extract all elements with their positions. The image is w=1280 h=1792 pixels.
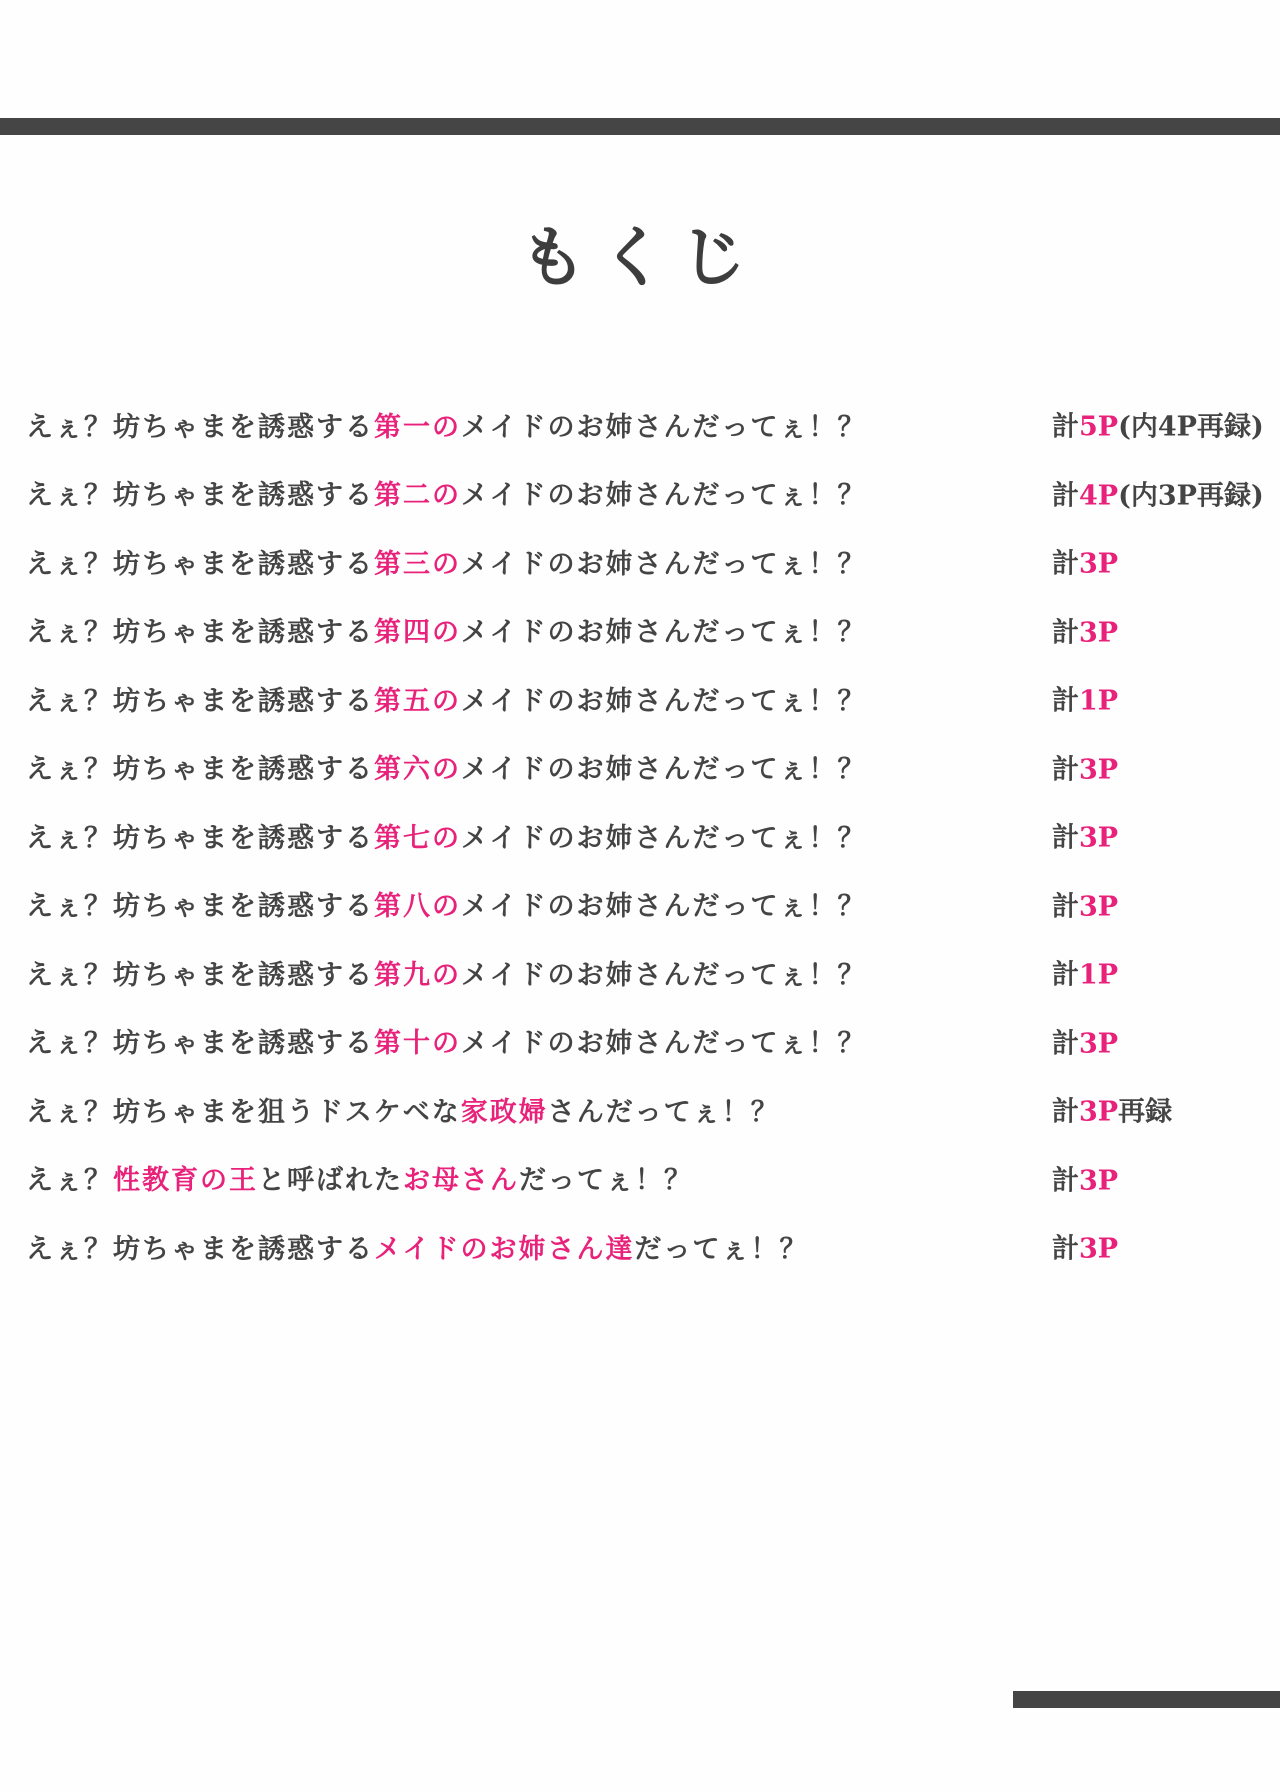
page-count-number: 3P <box>1079 1096 1119 1128</box>
entry-title-pre: えぇ？坊ちゃまを誘惑する <box>26 548 374 580</box>
entry-title <box>26 679 866 718</box>
bottom-divider-bar <box>1013 1691 1280 1708</box>
entry-title <box>26 747 866 786</box>
page-count-number: 3P <box>1079 617 1119 649</box>
entry-title-post: メイドのお姉さんだってぇ！？ <box>461 617 867 649</box>
toc-entry <box>26 1007 1266 1076</box>
toc-entry <box>26 596 1266 665</box>
toc-entry <box>26 1212 1266 1281</box>
toc-entry <box>26 527 1266 596</box>
entry-title-highlight: 第十の <box>374 1028 461 1060</box>
toc-entry <box>26 1144 1266 1213</box>
entry-title <box>26 1158 693 1197</box>
entry-title-post: メイドのお姉さんだってぇ！？ <box>461 685 867 717</box>
entry-title-post: だってぇ！？ <box>634 1233 809 1265</box>
page-count <box>1052 1158 1118 1197</box>
entry-title-pre: えぇ？坊ちゃまを誘惑する <box>26 754 374 786</box>
entry-title-highlight: 第三の <box>374 548 461 580</box>
entry-title <box>26 1090 780 1129</box>
page-count <box>1052 1090 1172 1129</box>
page-count-prefix: 計 <box>1052 548 1079 580</box>
page-count-number: 1P <box>1079 685 1119 717</box>
page-count <box>1052 1021 1118 1060</box>
page-count-number: 4P <box>1079 480 1119 512</box>
entry-title-highlight: 第六の <box>374 754 461 786</box>
entry-title <box>26 473 866 512</box>
top-divider-bar <box>0 118 1280 135</box>
page-count <box>1052 953 1118 992</box>
entry-title <box>26 405 866 444</box>
page-count-prefix: 計 <box>1052 1233 1079 1265</box>
page-count-prefix: 計 <box>1052 959 1079 991</box>
toc-entry <box>26 870 1266 939</box>
toc-entry <box>26 801 1266 870</box>
entry-title-highlight: 性教育の王 <box>113 1165 258 1197</box>
entry-title-pre: えぇ？坊ちゃまを誘惑する <box>26 685 374 717</box>
entry-title-post: メイドのお姉さんだってぇ！？ <box>461 411 867 443</box>
toc-entry <box>26 664 1266 733</box>
page-count <box>1052 884 1118 923</box>
toc-entry <box>26 390 1266 459</box>
entry-title-pre: えぇ？坊ちゃまを狙うドスケベな <box>26 1096 461 1128</box>
table-of-contents <box>26 390 1266 1281</box>
entry-title-highlight: 第八の <box>374 891 461 923</box>
page-count-number: 3P <box>1079 754 1119 786</box>
entry-title-highlight: 第四の <box>374 617 461 649</box>
entry-title-pre: えぇ？坊ちゃまを誘惑する <box>26 480 374 512</box>
entry-title-post: と呼ばれた <box>258 1165 403 1197</box>
entry-title-post: メイドのお姉さんだってぇ！？ <box>461 822 867 854</box>
entry-title-highlight: 第九の <box>374 959 461 991</box>
entry-title-post: メイドのお姉さんだってぇ！？ <box>461 891 867 923</box>
entry-title-post: メイドのお姉さんだってぇ！？ <box>461 754 867 786</box>
entry-title-highlight: メイドのお姉さん達 <box>374 1233 635 1265</box>
page-count-prefix: 計 <box>1052 1165 1079 1197</box>
entry-title-highlight: 第五の <box>374 685 461 717</box>
page-count-extra: (内4P再録) <box>1118 411 1264 443</box>
page-count-number: 3P <box>1079 1165 1119 1197</box>
page-count-prefix: 計 <box>1052 685 1079 717</box>
entry-title-post: さんだってぇ！？ <box>547 1096 780 1128</box>
page-count-extra: (内3P再録) <box>1118 480 1264 512</box>
page-count-number: 3P <box>1079 1028 1119 1060</box>
page-count-number: 3P <box>1079 548 1119 580</box>
page-count-number: 1P <box>1079 959 1119 991</box>
entry-title <box>26 1021 866 1060</box>
page-count <box>1052 405 1264 444</box>
toc-entry <box>26 938 1266 1007</box>
entry-title <box>26 884 866 923</box>
toc-entry <box>26 459 1266 528</box>
entry-title-pre: えぇ？坊ちゃまを誘惑する <box>26 1028 374 1060</box>
entry-title-highlight-2: お母さん <box>403 1165 519 1197</box>
page-title: もくじ <box>520 219 760 296</box>
page-count <box>1052 610 1118 649</box>
page-count <box>1052 816 1118 855</box>
page-count-number: 3P <box>1079 822 1119 854</box>
entry-title <box>26 953 866 992</box>
entry-title-post: メイドのお姉さんだってぇ！？ <box>461 959 867 991</box>
entry-title <box>26 1227 808 1266</box>
page-count <box>1052 747 1118 786</box>
page-count-prefix: 計 <box>1052 480 1079 512</box>
page-count-prefix: 計 <box>1052 891 1079 923</box>
entry-title <box>26 610 866 649</box>
entry-title-highlight: 家政婦 <box>460 1096 548 1128</box>
entry-title-highlight: 第一の <box>374 411 461 443</box>
entry-title-post: メイドのお姉さんだってぇ！？ <box>461 480 867 512</box>
page-count-prefix: 計 <box>1052 1096 1079 1128</box>
entry-title <box>26 542 866 581</box>
page-count-prefix: 計 <box>1052 1028 1079 1060</box>
page-count-prefix: 計 <box>1052 617 1079 649</box>
page-count <box>1052 542 1118 581</box>
entry-title-pre: えぇ？坊ちゃまを誘惑する <box>26 617 374 649</box>
page-count-prefix: 計 <box>1052 754 1079 786</box>
page-count <box>1052 679 1118 718</box>
toc-entry <box>26 1075 1266 1144</box>
entry-title-post: メイドのお姉さんだってぇ！？ <box>461 548 867 580</box>
page-count-prefix: 計 <box>1052 411 1079 443</box>
entry-title-pre: えぇ？坊ちゃまを誘惑する <box>26 822 374 854</box>
entry-title-pre: えぇ？坊ちゃまを誘惑する <box>26 411 374 443</box>
page-count <box>1052 473 1264 512</box>
entry-title <box>26 816 866 855</box>
toc-entry <box>26 733 1266 802</box>
entry-title-pre: えぇ？坊ちゃまを誘惑する <box>26 959 374 991</box>
entry-title-post: メイドのお姉さんだってぇ！？ <box>461 1028 867 1060</box>
entry-title-pre: えぇ？坊ちゃまを誘惑する <box>26 891 374 923</box>
entry-title-highlight: 第二の <box>374 480 461 512</box>
page-count-number: 3P <box>1079 1233 1119 1265</box>
page-count-extra: 再録 <box>1118 1096 1173 1128</box>
page-count <box>1052 1227 1118 1266</box>
page-count-number: 3P <box>1079 891 1119 923</box>
entry-title-pre: えぇ？坊ちゃまを誘惑する <box>26 1233 374 1265</box>
page-count-prefix: 計 <box>1052 822 1079 854</box>
entry-title-pre: えぇ？ <box>26 1165 113 1197</box>
entry-title-highlight: 第七の <box>374 822 461 854</box>
page-count-number: 5P <box>1079 411 1119 443</box>
entry-title-post-2: だってぇ！？ <box>519 1165 693 1197</box>
